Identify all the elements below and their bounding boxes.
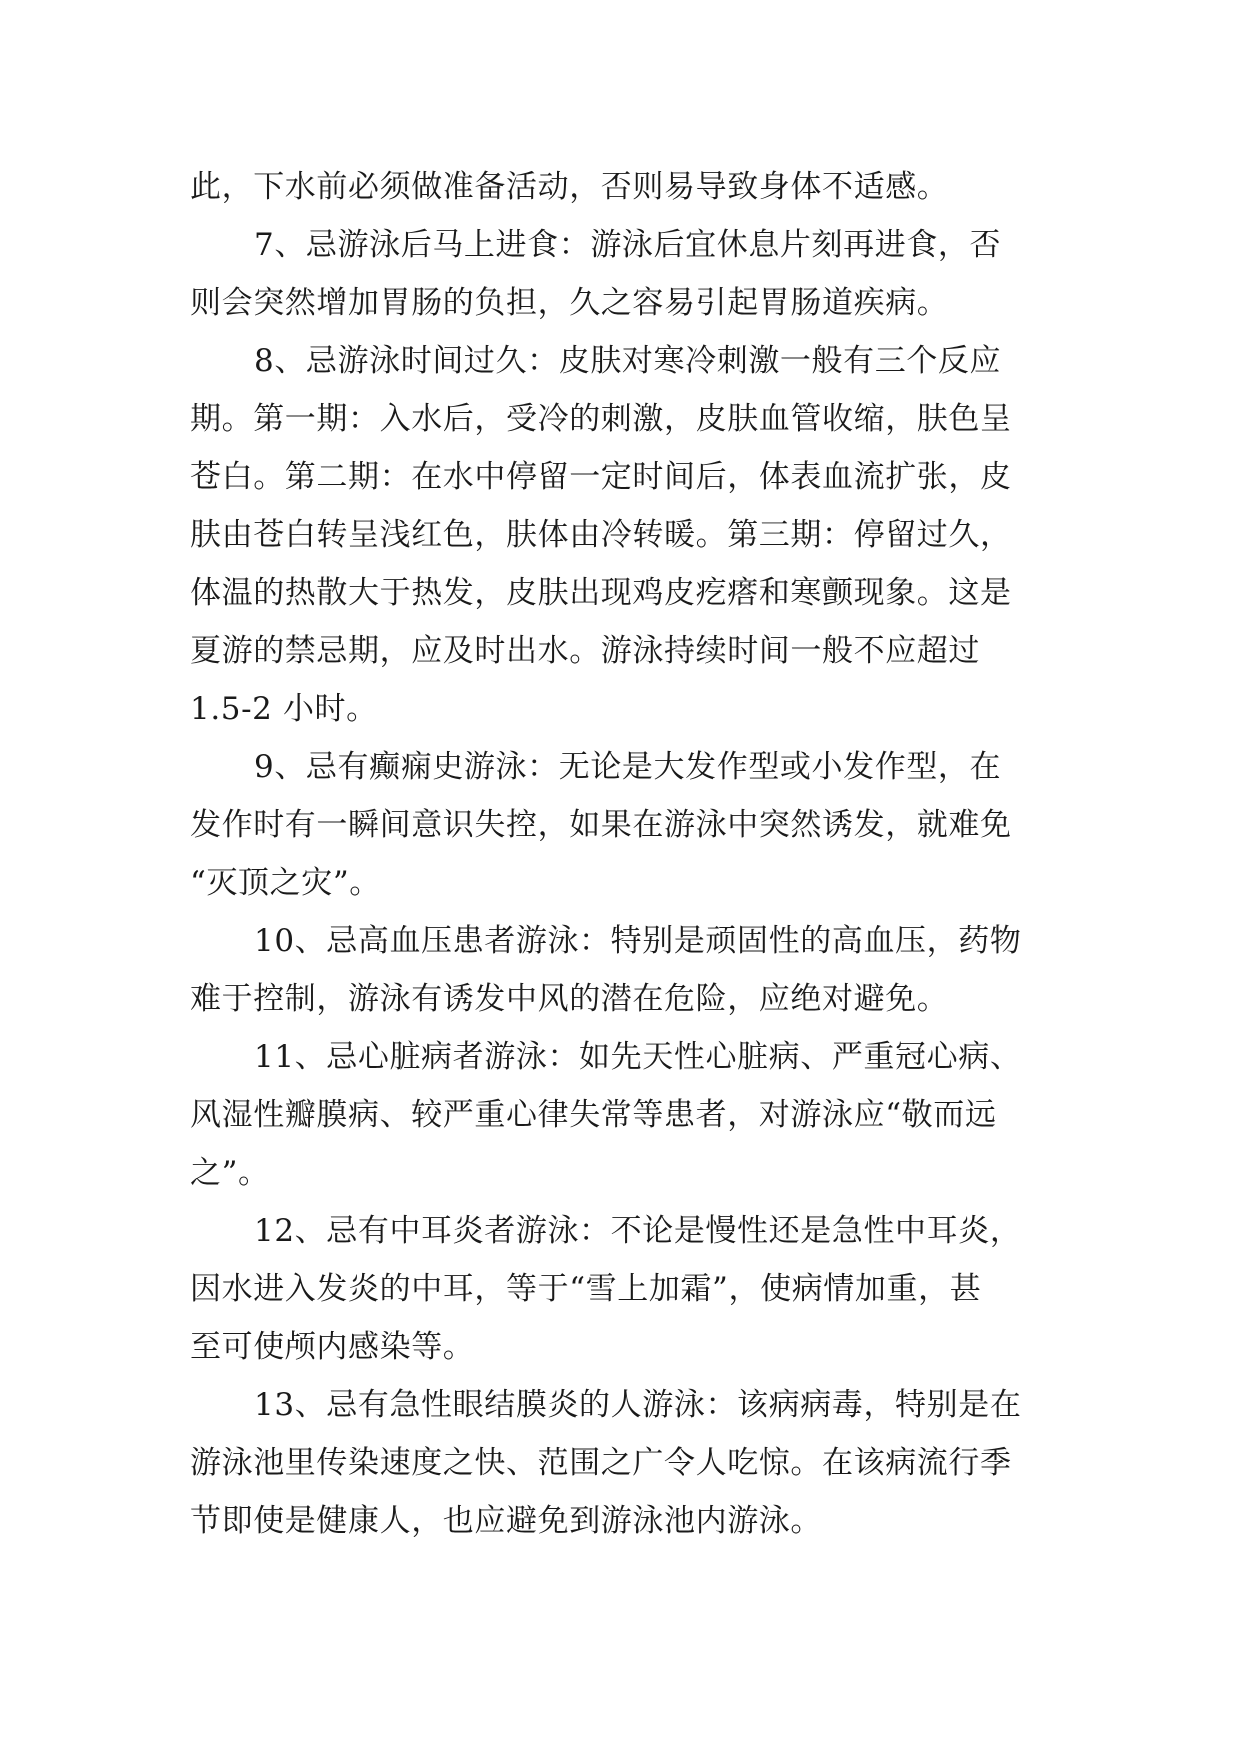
text-line: 11、忌心脏病者游泳：如先天性心脏病、严重冠心病、 (254, 1039, 1022, 1075)
text-line: 7、忌游泳后马上进食：游泳后宜休息片刻再进食，否 (254, 227, 1002, 263)
text-line: 发作时有一瞬间意识失控，如果在游泳中突然诱发，就难免 (190, 807, 1012, 843)
text-line: 1.5-2 小时。 (190, 691, 378, 727)
text-line: 苍白。第二期：在水中停留一定时间后，体表血流扩张，皮 (190, 459, 1012, 495)
text-line: 则会突然增加胃肠的负担，久之容易引起胃肠道疾病。 (190, 285, 949, 321)
text-line: 至可使颅内感染等。 (190, 1329, 475, 1365)
text-line: 10、忌高血压患者游泳：特别是顽固性的高血压，药物 (254, 923, 1022, 959)
text-line: “灭顶之灾”。 (190, 865, 381, 901)
text-line: 夏游的禁忌期，应及时出水。游泳持续时间一般不应超过 (190, 633, 980, 669)
text-line: 此，下水前必须做准备活动，否则易导致身体不适感。 (190, 169, 949, 205)
text-line: 之”。 (190, 1155, 270, 1191)
text-line: 风湿性瓣膜病、较严重心律失常等患者，对游泳应“敬而远 (190, 1097, 997, 1133)
text-line: 因水进入发炎的中耳，等于“雪上加霜”，使病情加重，甚 (190, 1271, 982, 1307)
text-line: 13、忌有急性眼结膜炎的人游泳：该病病毒，特别是在 (254, 1387, 1022, 1423)
text-line: 9、忌有癫痫史游泳：无论是大发作型或小发作型，在 (254, 749, 1002, 785)
text-line: 游泳池里传染速度之快、范围之广令人吃惊。在该病流行季 (190, 1445, 1012, 1481)
text-line: 体温的热散大于热发，皮肤出现鸡皮疙瘩和寒颤现象。这是 (190, 575, 1012, 611)
text-line: 期。第一期：入水后，受冷的刺激，皮肤血管收缩，肤色呈 (190, 401, 1012, 437)
text-line: 肤由苍白转呈浅红色，肤体由冷转暖。第三期：停留过久， (190, 517, 1012, 553)
text-line: 12、忌有中耳炎者游泳：不论是慢性还是急性中耳炎， (254, 1213, 1022, 1249)
text-line: 8、忌游泳时间过久：皮肤对寒冷刺激一般有三个反应 (254, 343, 1002, 379)
text-line: 难于控制，游泳有诱发中风的潜在危险，应绝对避免。 (190, 981, 949, 1017)
text-line: 节即使是健康人，也应避免到游泳池内游泳。 (190, 1503, 822, 1539)
